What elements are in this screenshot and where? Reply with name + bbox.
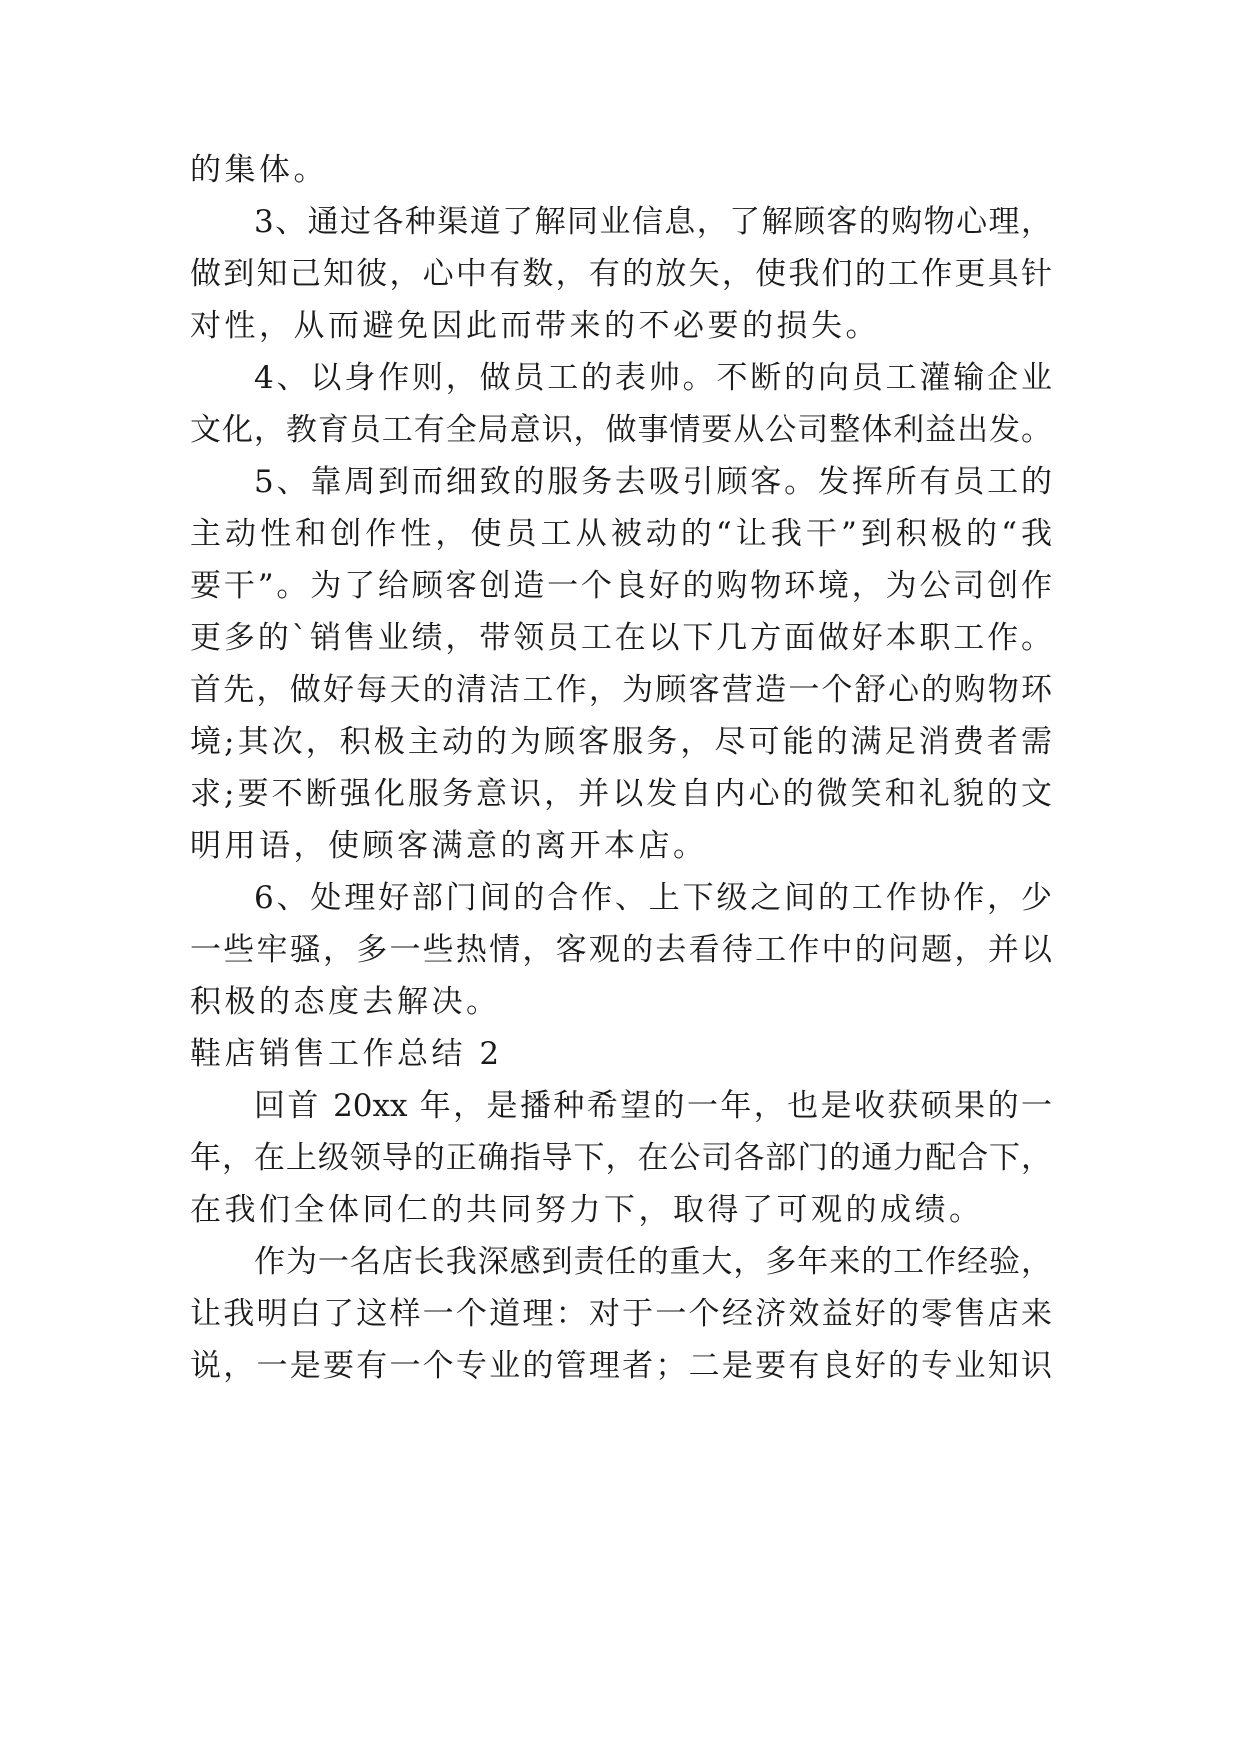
paragraph-line: 明用语，使顾客满意的离开本店。 (190, 828, 708, 864)
paragraph-line: 要干”。为了给顾客创造一个良好的购物环境，为公司创作 (190, 568, 1052, 604)
paragraph-line: 说，一是要有一个专业的管理者；二是要有良好的专业知识 (190, 1348, 1052, 1384)
paragraph-line: 3、通过各种渠道了解同业信息，了解顾客的购物心理， (254, 204, 1052, 240)
paragraph-line: 4、以身作则，做员工的表帅。不断的向员工灌输企业 (254, 360, 1052, 396)
paragraph-line: 年，在上级领导的正确指导下，在公司各部门的通力配合下， (190, 1140, 1052, 1176)
paragraph-line: 更多的`销售业绩，带领员工在以下几方面做好本职工作。 (190, 620, 1052, 656)
paragraph-line: 在我们全体同仁的共同努力下，取得了可观的成绩。 (190, 1192, 984, 1228)
paragraph-line: 6、处理好部门间的合作、上下级之间的工作协作，少 (254, 880, 1052, 916)
paragraph-line: 让我明白了这样一个道理：对于一个经济效益好的零售店来 (190, 1296, 1052, 1332)
section-heading: 鞋店销售工作总结 2 (190, 1036, 503, 1072)
paragraph-line: 境;其次，积极主动的为顾客服务，尽可能的满足消费者需 (190, 724, 1052, 760)
paragraph-line: 的集体。 (190, 152, 328, 188)
paragraph-line: 主动性和创作性，使员工从被动的“让我干”到积极的“我 (190, 516, 1052, 552)
paragraph-line: 做到知己知彼，心中有数，有的放矢，使我们的工作更具针 (190, 256, 1052, 292)
paragraph-line: 对性，从而避免因此而带来的不必要的损失。 (190, 308, 880, 344)
paragraph-line: 作为一名店长我深感到责任的重大，多年来的工作经验， (254, 1244, 1052, 1280)
paragraph-line: 积极的态度去解决。 (190, 984, 501, 1020)
paragraph-line: 一些牢骚，多一些热情，客观的去看待工作中的问题，并以 (190, 932, 1052, 968)
paragraph-line: 5、靠周到而细致的服务去吸引顾客。发挥所有员工的 (254, 464, 1052, 500)
paragraph-line: 首先，做好每天的清洁工作，为顾客营造一个舒心的购物环 (190, 672, 1052, 708)
paragraph-line: 回首 20xx 年，是播种希望的一年，也是收获硕果的一 (254, 1088, 1052, 1124)
paragraph-line: 文化，教育员工有全局意识，做事情要从公司整体利益出发。 (190, 412, 1052, 448)
paragraph-line: 求;要不断强化服务意识，并以发自内心的微笑和礼貌的文 (190, 776, 1052, 812)
